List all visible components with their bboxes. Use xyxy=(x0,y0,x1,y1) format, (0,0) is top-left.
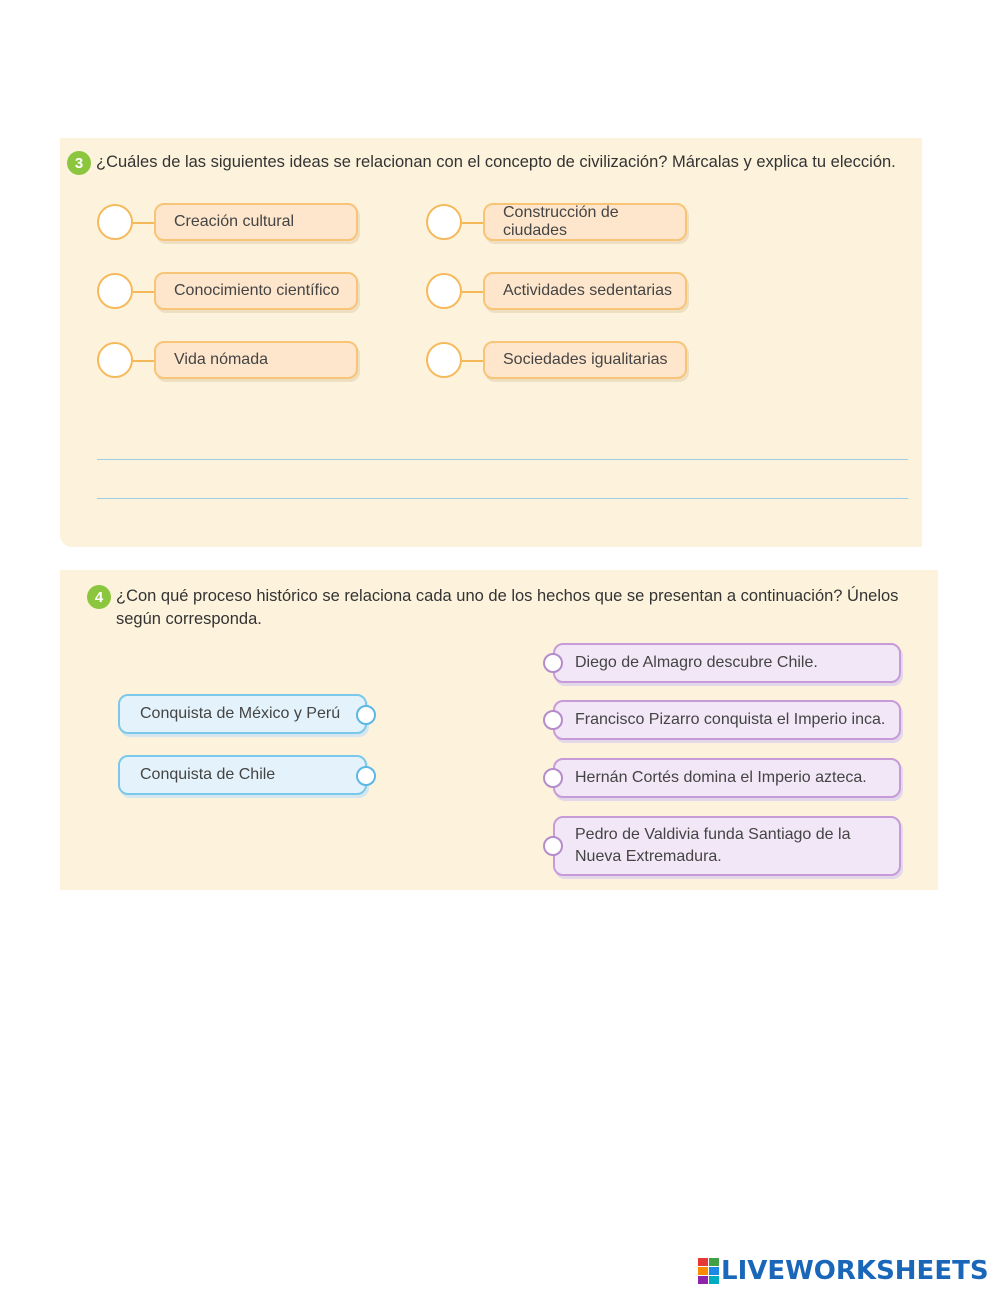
match-right-connector-dot[interactable] xyxy=(543,710,563,730)
match-right-card-cortes xyxy=(553,758,901,798)
match-right-label: Francisco Pizarro conquista el Imperio inca. xyxy=(575,711,886,728)
match-left-card-mexico-peru xyxy=(118,694,367,734)
logo-blocks-icon xyxy=(698,1258,719,1284)
option-checkbox[interactable] xyxy=(97,204,133,240)
match-left-connector-dot[interactable] xyxy=(356,766,376,786)
match-right-card-valdivia xyxy=(553,816,901,876)
option-connector xyxy=(133,360,155,362)
option-label: Conocimiento científico xyxy=(154,272,358,310)
match-right-connector-dot[interactable] xyxy=(543,653,563,673)
option-label: Sociedades igualitarias xyxy=(483,341,687,379)
match-left-card-chile xyxy=(118,755,367,795)
option-connector xyxy=(462,360,484,362)
option-connector xyxy=(462,222,484,224)
match-left-label: Conquista de México y Perú xyxy=(140,705,341,722)
question-4-line-2: según corresponda. xyxy=(116,610,262,628)
match-left-connector-dot[interactable] xyxy=(356,705,376,725)
match-right-connector-dot[interactable] xyxy=(543,768,563,788)
liveworksheets-logo xyxy=(698,1256,989,1286)
answer-line-1[interactable] xyxy=(97,459,908,460)
match-right-label: Diego de Almagro descubre Chile. xyxy=(575,654,818,671)
option-checkbox[interactable] xyxy=(426,204,462,240)
question-3-text: ¿Cuáles de las siguientes ideas se relacionan con el concepto de civilización? Márcalas y explica tu elección. xyxy=(96,153,896,171)
logo-wordmark: LIVEWORKSHEETS xyxy=(721,1256,989,1286)
option-checkbox[interactable] xyxy=(97,342,133,378)
option-label: Actividades sedentarias xyxy=(483,272,687,310)
question-4-line-1: ¿Con qué proceso histórico se relaciona cada uno de los hechos que se presentan a continuación? Únelos xyxy=(116,587,899,605)
option-label: Construcción de ciudades xyxy=(483,203,687,241)
question-4-text xyxy=(116,585,926,631)
match-right-label: Hernán Cortés domina el Imperio azteca. xyxy=(575,769,867,786)
match-left-label: Conquista de Chile xyxy=(140,766,276,783)
question-4-number-badge: 4 xyxy=(87,585,111,609)
match-right-card-pizarro xyxy=(553,700,901,740)
option-connector xyxy=(133,222,155,224)
option-connector xyxy=(462,291,484,293)
option-label: Vida nómada xyxy=(154,341,358,379)
option-label: Creación cultural xyxy=(154,203,358,241)
match-right-card-almagro xyxy=(553,643,901,683)
match-right-connector-dot[interactable] xyxy=(543,836,563,856)
option-checkbox[interactable] xyxy=(97,273,133,309)
answer-line-2[interactable] xyxy=(97,498,908,499)
option-checkbox[interactable] xyxy=(426,273,462,309)
match-right-label: Pedro de Valdivia funda Santiago de la Nueva Extremadura. xyxy=(575,826,851,865)
option-connector xyxy=(133,291,155,293)
option-checkbox[interactable] xyxy=(426,342,462,378)
question-3-number-badge: 3 xyxy=(67,151,91,175)
